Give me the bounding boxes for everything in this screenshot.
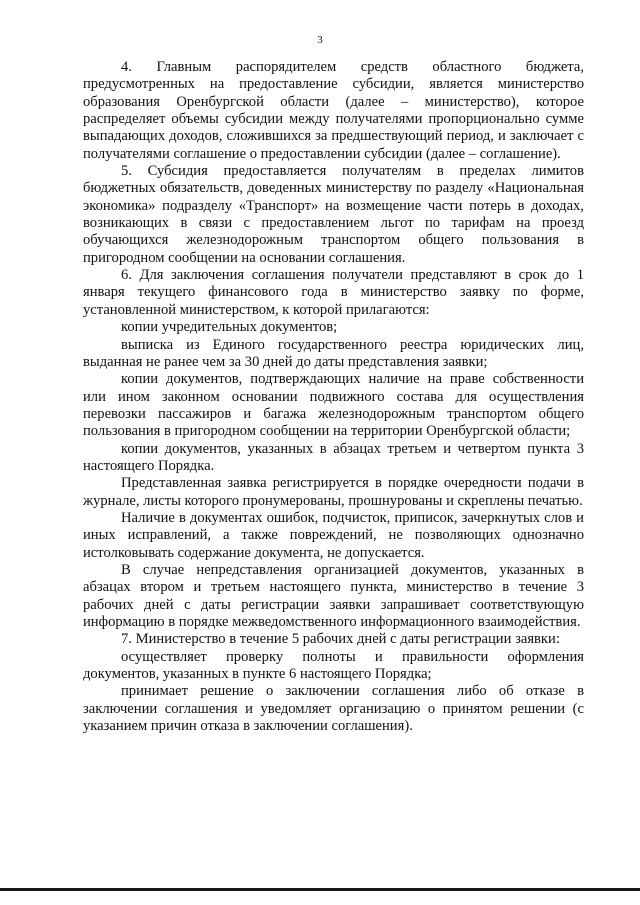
bottom-divider [0, 888, 640, 891]
paragraph-errors-not-allowed: Наличие в документах ошибок, подчисток, приписок, зачеркнутых слов и иных исправлений, а также повреждений, не позволяющих однозначно истолковывать содержание документа, не допускается. [83, 509, 584, 561]
paragraph-point-3-documents: копии документов, указанных в абзацах третьем и четвертом пункта 3 настоящего Порядка. [83, 440, 584, 474]
page-number: 3 [317, 34, 323, 46]
paragraph-rolling-stock-documents: копии документов, подтверждающих наличие на праве собственности или ином законном основании подвижного состава для осуществления перевозки пассажиров и багажа железнодорожным транспортом общего пользования в пригородном сообщении на территории Оренбургской области; [83, 371, 584, 440]
paragraph-item-7: 7. Министерство в течение 5 рабочих дней с даты регистрации заявки: [121, 631, 560, 648]
paragraph-application-registration: Представленная заявка регистрируется в порядке очередности подачи в журнале, листы которого пронумерованы, прошнурованы и скреплены печатью. [83, 475, 584, 509]
paragraph-item-6: 6. Для заключения соглашения получатели представляют в срок до 1 января текущего финансового года в министерство заявку по форме, установленной министерством, к которой прилагаются: [83, 267, 584, 318]
paragraph-registry-extract: выписка из Единого государственного реестра юридических лиц, выданная не ранее чем за 30 дней до даты представления заявки; [83, 336, 584, 370]
paragraph-item-4: 4. Главным распорядителем средств областного бюджета, предусмотренных на предоставление субсидии, является министерство образования Оренбургской области (далее – министерство), которое распределяет объемы субсидии между получателями пропорционально сумме выпадающих доходов, сложившихся за предшествующий период, и заключает с получателями соглашение о предоставлении субсидии (далее – соглашение). [83, 59, 584, 162]
paragraph-completeness-check: осуществляет проверку полноты и правильности оформления документов, указанных в пункте 6 настоящего Порядка; [83, 648, 584, 683]
paragraph-interagency-request: В случае непредставления организацией документов, указанных в абзацах втором и третьем настоящего пункта, министерство в течение 3 рабочих дней с даты регистрации заявки запрашивает соответствующую информацию в порядке межведомственного информационного взаимодействия. [83, 561, 584, 630]
document-body [83, 59, 584, 735]
paragraph-item-5: 5. Субсидия предоставляется получателям в пределах лимитов бюджетных обязательств, доведенных министерству по разделу «Национальная экономика» подразделу «Транспорт» на возмещение части потерь в доходах, возникающих в связи с предоставлением льгот по тарифам на проезд обучающихся железнодорожным транспортом общего пользования в пригородном сообщении на основании соглашения. [83, 163, 584, 266]
paragraph-constituent-documents: копии учредительных документов; [121, 319, 338, 336]
paragraph-decision: принимает решение о заключении соглашения либо об отказе в заключении соглашения и уведомляет организацию о принятом решении (с указанием причин отказа в заключении соглашения). [83, 683, 584, 735]
